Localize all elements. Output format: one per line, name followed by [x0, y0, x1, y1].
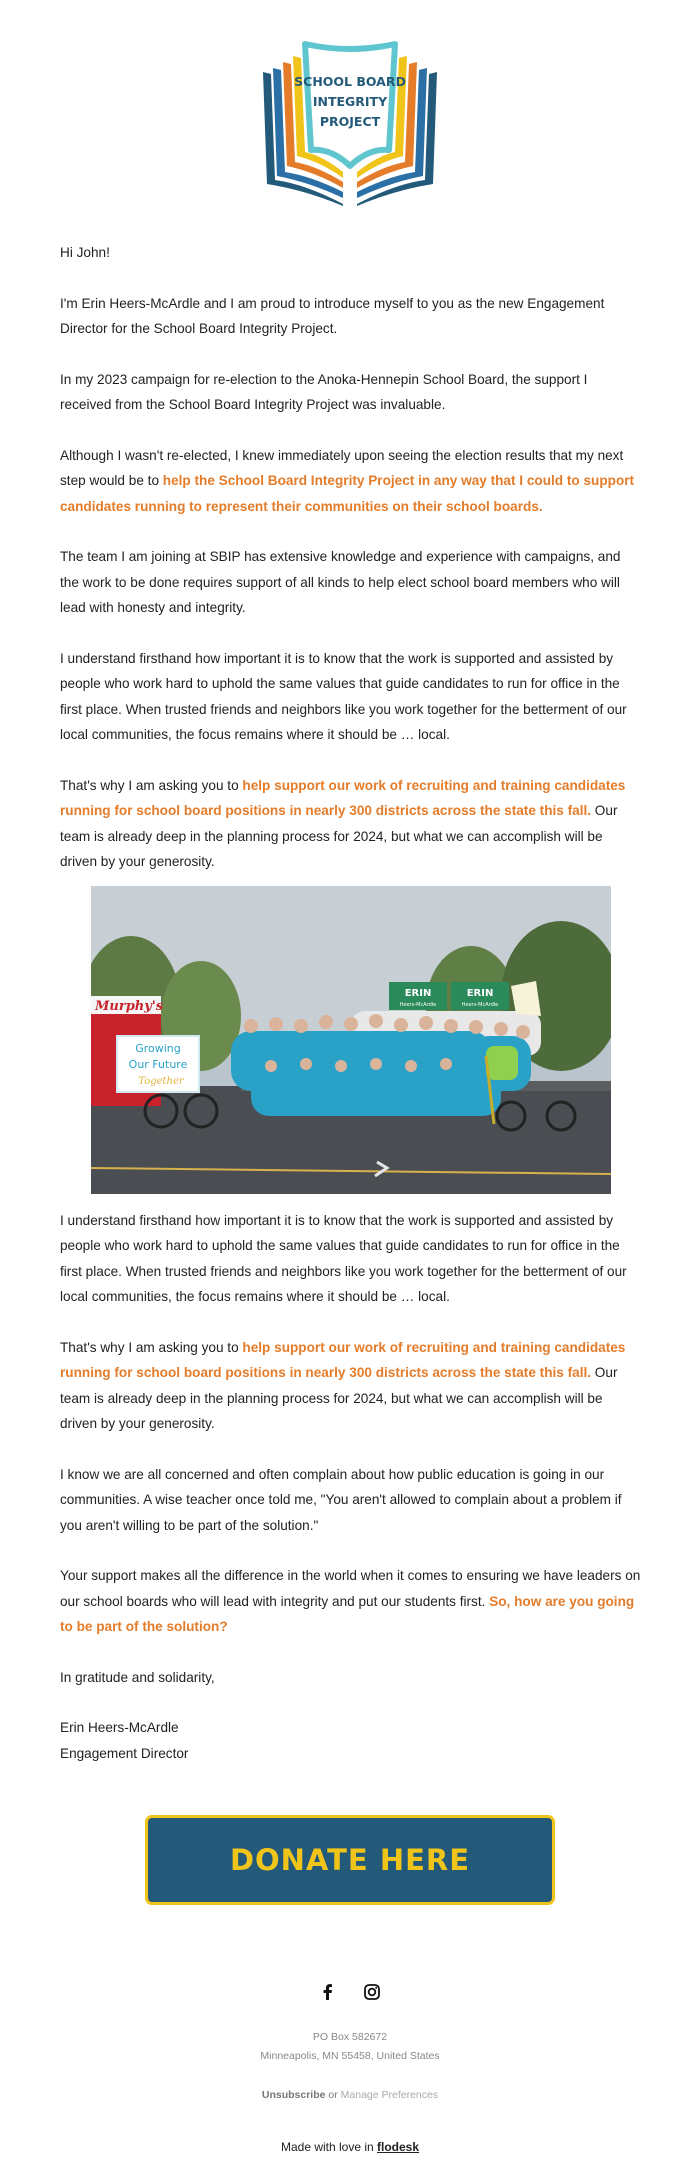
text: Although I wasn't re-elected, I knew immediately upon seeing the election results that my next step would be to: [60, 447, 624, 488]
signature-name: Erin Heers-McArdle: [60, 1720, 179, 1735]
unsubscribe-link[interactable]: Unsubscribe: [261, 2089, 326, 2101]
store-sign-text: Murphy's: [95, 998, 164, 1014]
paragraph-firsthand: I understand firsthand how important it is to know that the work is supported and assisted by people who work hard to uphold the same values that guide candidates to run for office in the first place. When trusted friends and neighbors like you work together for the betterment of our local communities, the focus remains where it should be … local.: [60, 650, 627, 742]
text: That's why I am asking you to: [60, 777, 243, 793]
signature: [60, 1715, 642, 1766]
sign-line-3: Together: [138, 1075, 184, 1087]
group-photo: [91, 886, 611, 1194]
paragraph-ask-repeat: [60, 1335, 642, 1437]
greeting: Hi John!: [60, 245, 110, 260]
paragraph-firsthand-repeat: I understand firsthand how important it is to know that the work is supported and assisted by people who work hard to uphold the same values that guide candidates to run for office in the first place. When trusted friends and neighbors like you work together for the betterment of our local communities, the focus remains where it should be … local.: [60, 1212, 627, 1304]
paragraph-support: [60, 1563, 642, 1640]
made-with-footer: [0, 2140, 700, 2154]
instagram-icon[interactable]: [362, 1982, 382, 2002]
paragraph-team: The team I am joining at SBIP has extensive knowledge and experience with campaigns, and the work to be done requires support of all kinds to help elect school board members who will lead with honesty and integrity.: [60, 549, 621, 615]
donate-button[interactable]: DONATE HERE: [145, 1815, 555, 1905]
paragraph-next-step: [60, 443, 642, 520]
logo-line-3: PROJECT: [319, 114, 381, 129]
logo: [0, 40, 700, 210]
highlight-text: So, how are you going to be part of the solution?: [60, 1593, 635, 1634]
signature-title: Engagement Director: [60, 1745, 189, 1761]
logo-line-2: INTEGRITY: [312, 94, 388, 109]
sign-line-2: Our Future: [128, 1057, 188, 1071]
paragraph-teacher-quote: I know we are all concerned and often complain about how public education is going in our communities. A wise teacher once told me, "You aren't allowed to complain about a problem if you aren't willing to be part of the solution.": [60, 1466, 622, 1533]
footer-preferences: [0, 2089, 700, 2101]
letter-body: [60, 240, 642, 1766]
flodesk-link[interactable]: flodesk: [377, 2140, 420, 2154]
address-line-1: PO Box 582672: [312, 2031, 388, 2043]
paragraph-campaign: In my 2023 campaign for re-election to the Anoka-Hennepin School Board, the support I received from the School Board Integrity Project was invaluable.: [60, 371, 588, 412]
group-photo-illustration: [91, 886, 611, 1194]
address-line-2: Minneapolis, MN 55458, United States: [260, 2050, 440, 2062]
text: That's why I am asking you to: [60, 1339, 243, 1355]
banner-right-text: ERIN: [466, 987, 494, 999]
sign-line-1: Growing: [135, 1041, 181, 1055]
logo-line-1: SCHOOL BOARD: [294, 74, 406, 89]
social-links: [0, 1982, 700, 2002]
donate-section: [0, 1815, 700, 1911]
text: Your support makes all the difference in the world when it comes to ensuring we have leaders on our school boards who will lead with integrity and put our students first.: [60, 1568, 641, 1609]
banner-left-text: ERIN: [404, 987, 432, 999]
or-text: or: [325, 2089, 341, 2101]
highlight-text: help the School Board Integrity Project in any way that I could to support candidates running to represent their communities on their school boards.: [60, 473, 635, 514]
paragraph-ask: [60, 773, 642, 875]
footer-address: [0, 2028, 700, 2066]
facebook-icon[interactable]: [318, 1982, 338, 2002]
paragraph-intro: I'm Erin Heers-McArdle and I am proud to introduce myself to you as the new Engagement Director for the School Board Integrity Project.: [60, 295, 605, 336]
banner-left-sub: Heers-McArdle: [399, 1001, 437, 1008]
text: Our team is already deep in the planning process for 2024, but what we can accomplish will be driven by your generosity.: [60, 803, 618, 869]
text: Our team is already deep in the planning process for 2024, but what we can accomplish will be driven by your generosity.: [60, 1365, 618, 1431]
closing: In gratitude and solidarity,: [60, 1669, 215, 1685]
made-with-text: Made with love in: [280, 2140, 378, 2154]
highlight-text: help support our work of recruiting and training candidates running for school board positions in nearly 300 districts across the state this fall.: [60, 777, 626, 818]
banner-right-sub: Heers-McArdle: [461, 1001, 499, 1008]
manage-preferences-link[interactable]: Manage Preferences: [340, 2089, 439, 2101]
highlight-text: help support our work of recruiting and training candidates running for school board positions in nearly 300 districts across the state this fall.: [60, 1339, 626, 1380]
logo-graphic: [235, 40, 465, 210]
